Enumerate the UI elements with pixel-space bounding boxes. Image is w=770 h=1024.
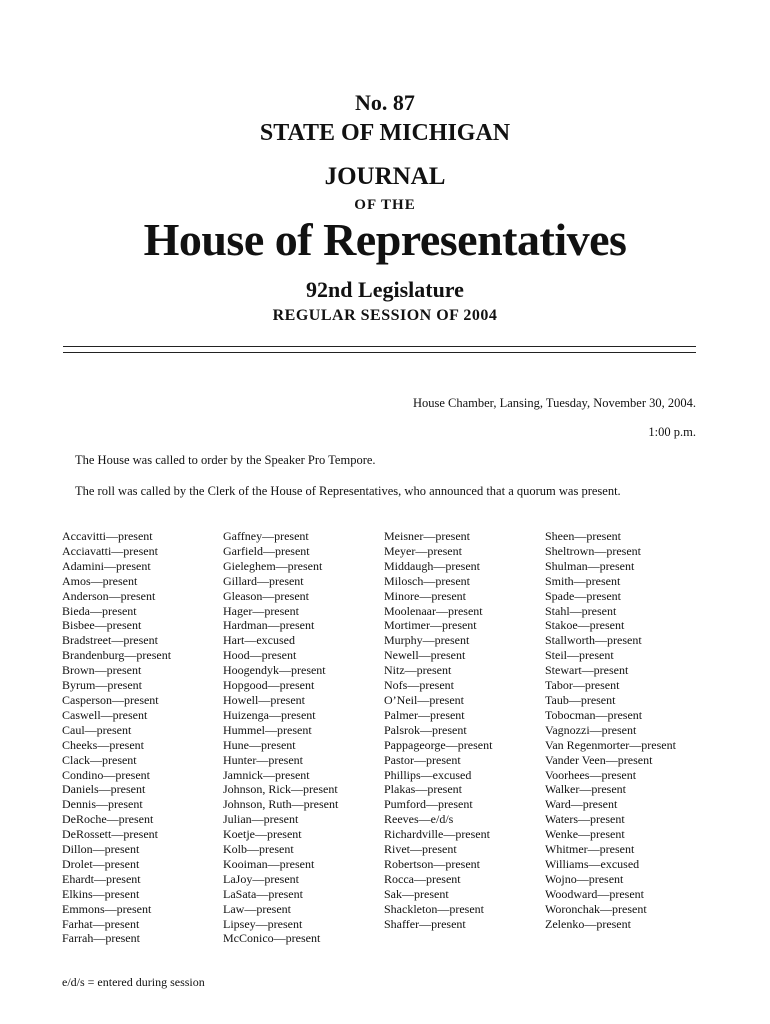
roll-entry: Daniels—present [62,782,146,797]
roll-entry: Gleason—present [223,588,309,603]
roll-entry: Gaffney—present [223,529,309,543]
roll-entry: Wojno—present [545,871,624,886]
roll-entry: Kooiman—present [223,856,315,871]
roll-entry: Woronchak—present [545,901,647,916]
roll-entry: Rocca—present [384,871,461,886]
roll-entry: Huizenga—present [223,707,316,722]
roll-entry: Sheltrown—present [545,543,641,558]
roll-entry: Taub—present [545,692,616,707]
roll-entry: Adamini—present [62,558,151,573]
roll-entry: Bradstreet—present [62,633,158,648]
roll-entry: Middaugh—present [384,558,480,573]
roll-entry: Brown—present [62,663,142,678]
roll-column-3 [384,529,492,931]
roll-entry: Cheeks—present [62,737,144,752]
roll-entry: Condino—present [62,767,150,782]
called-to-order-text: The House was called to order by the Speaker Pro Tempore. [75,453,376,467]
roll-entry: Meyer—present [384,543,462,558]
roll-entry: Caul—present [62,722,132,737]
roll-entry: Shackleton—present [384,901,484,916]
roll-entry: Waters—present [545,812,625,827]
roll-entry: Williams—excused [545,856,640,871]
roll-entry: Sak—present [384,886,449,901]
roll-entry: Hummel—present [223,722,312,737]
session-title: REGULAR SESSION OF 2004 [272,307,498,324]
roll-entry: Law—present [223,901,291,916]
of-the-label: OF THE [354,197,416,213]
header-rule-bottom [63,352,696,353]
roll-entry: Minore—present [384,588,466,603]
roll-call-text: The roll was called by the Clerk of the House of Representatives, who announced that a quorum was present. [75,484,621,498]
roll-entry: O’Neil—present [384,692,464,707]
roll-entry: Shulman—present [545,558,635,573]
roll-entry: Garfield—present [223,543,310,558]
roll-entry: Stallworth—present [545,633,642,648]
roll-entry: Palmer—present [384,707,465,722]
roll-entry: Palsrok—present [384,722,467,737]
house-title: House of Representatives [143,214,627,265]
roll-entry: Acciavatti—present [62,543,158,558]
roll-entry: Newell—present [384,648,466,663]
roll-entry: Spade—present [545,588,621,603]
roll-entry: Emmons—present [62,901,152,916]
journal-title: JOURNAL [324,163,446,190]
roll-entry: Julian—present [223,812,299,827]
roll-entry: Pappageorge—present [384,737,493,752]
roll-entry: Smith—present [545,573,621,588]
roll-entry: Lipsey—present [223,916,303,931]
roll-entry: Steil—present [545,648,614,663]
roll-entry: DeRoche—present [62,812,154,827]
roll-entry: Phillips—excused [384,767,472,782]
roll-entry: Gillard—present [223,573,304,588]
legislature-title: 92nd Legislature [306,277,464,302]
roll-column-1 [62,529,171,946]
roll-entry: Vagnozzi—present [545,722,637,737]
roll-entry: Wenke—present [545,827,625,842]
roll-column-4 [545,529,676,931]
roll-entry: Stewart—present [545,663,629,678]
roll-entry: Moolenaar—present [384,603,483,618]
roll-entry: Hune—present [223,737,296,752]
roll-entry: Hunter—present [223,752,303,767]
roll-entry: Bisbee—present [62,618,142,633]
roll-entry: Sheen—present [545,529,621,543]
roll-entry: Ehardt—present [62,871,141,886]
roll-entry: Brandenburg—present [62,648,172,663]
roll-entry: Gieleghem—present [223,558,323,573]
header-rule-top [63,346,696,347]
roll-entry: Farhat—present [62,916,140,931]
roll-entry: Elkins—present [62,886,140,901]
roll-entry: Robertson—present [384,856,480,871]
roll-entry: Pastor—present [384,752,461,767]
roll-entry: McConico—present [223,931,321,946]
session-time: 1:00 p.m. [648,425,696,439]
roll-entry: Hardman—present [223,618,315,633]
journal-number: No. 87 [355,90,415,115]
dateline: House Chamber, Lansing, Tuesday, November 30, 2004. [412,396,696,410]
roll-entry: Hopgood—present [223,678,315,693]
roll-entry: Bieda—present [62,603,137,618]
roll-entry: Voorhees—present [545,767,637,782]
roll-entry: Milosch—present [384,573,470,588]
roll-entry: Shaffer—present [384,916,466,931]
roll-entry: Clack—present [62,752,137,767]
footnote: e/d/s = entered during session [62,975,205,989]
roll-entry: LaJoy—present [223,871,299,886]
roll-entry: Meisner—present [384,529,470,543]
roll-entry: Howell—present [223,692,305,707]
roll-entry: Woodward—present [545,886,645,901]
roll-entry: Walker—present [545,782,626,797]
roll-entry: Van Regenmorter—present [545,737,676,752]
roll-entry: Drolet—present [62,856,140,871]
roll-entry: Stakoe—present [545,618,625,633]
roll-entry: Hood—present [223,648,297,663]
roll-entry: Stahl—present [545,603,617,618]
roll-entry: Dillon—present [62,842,140,857]
roll-column-2 [223,529,338,946]
roll-entry: DeRossett—present [62,827,158,842]
roll-entry: Richardville—present [384,827,490,842]
roll-entry: Ward—present [545,797,618,812]
roll-entry: Hart—excused [223,633,295,648]
roll-entry: Tabor—present [545,678,620,693]
roll-entry: Pumford—present [384,797,473,812]
state-title: STATE OF MICHIGAN [259,120,511,146]
roll-entry: Jamnick—present [223,767,310,782]
roll-entry: Anderson—present [62,588,156,603]
roll-entry: Plakas—present [384,782,462,797]
roll-entry: Murphy—present [384,633,470,648]
roll-entry: Farrah—present [62,931,140,946]
roll-entry: Byrum—present [62,678,142,693]
roll-entry: Koetje—present [223,827,302,842]
roll-entry: Johnson, Ruth—present [223,797,339,812]
roll-entry: LaSata—present [223,886,303,901]
roll-entry: Amos—present [62,573,138,588]
roll-entry: Nitz—present [384,663,452,678]
roll-entry: Kolb—present [223,842,294,857]
roll-entry: Reeves—e/d/s [384,812,454,827]
roll-entry: Casperson—present [62,692,159,707]
roll-entry: Hoogendyk—present [223,663,326,678]
roll-entry: Johnson, Rick—present [223,782,338,797]
roll-entry: Vander Veen—present [545,752,653,767]
roll-entry: Hager—present [223,603,299,618]
roll-entry: Accavitti—present [62,529,153,543]
roll-entry: Mortimer—present [384,618,477,633]
roll-entry: Caswell—present [62,707,148,722]
roll-entry: Tobocman—present [545,707,643,722]
roll-entry: Rivet—present [384,842,457,857]
roll-entry: Whitmer—present [545,842,635,857]
roll-entry: Zelenko—present [545,916,631,931]
roll-entry: Dennis—present [62,797,143,812]
roll-entry: Nofs—present [384,678,454,693]
